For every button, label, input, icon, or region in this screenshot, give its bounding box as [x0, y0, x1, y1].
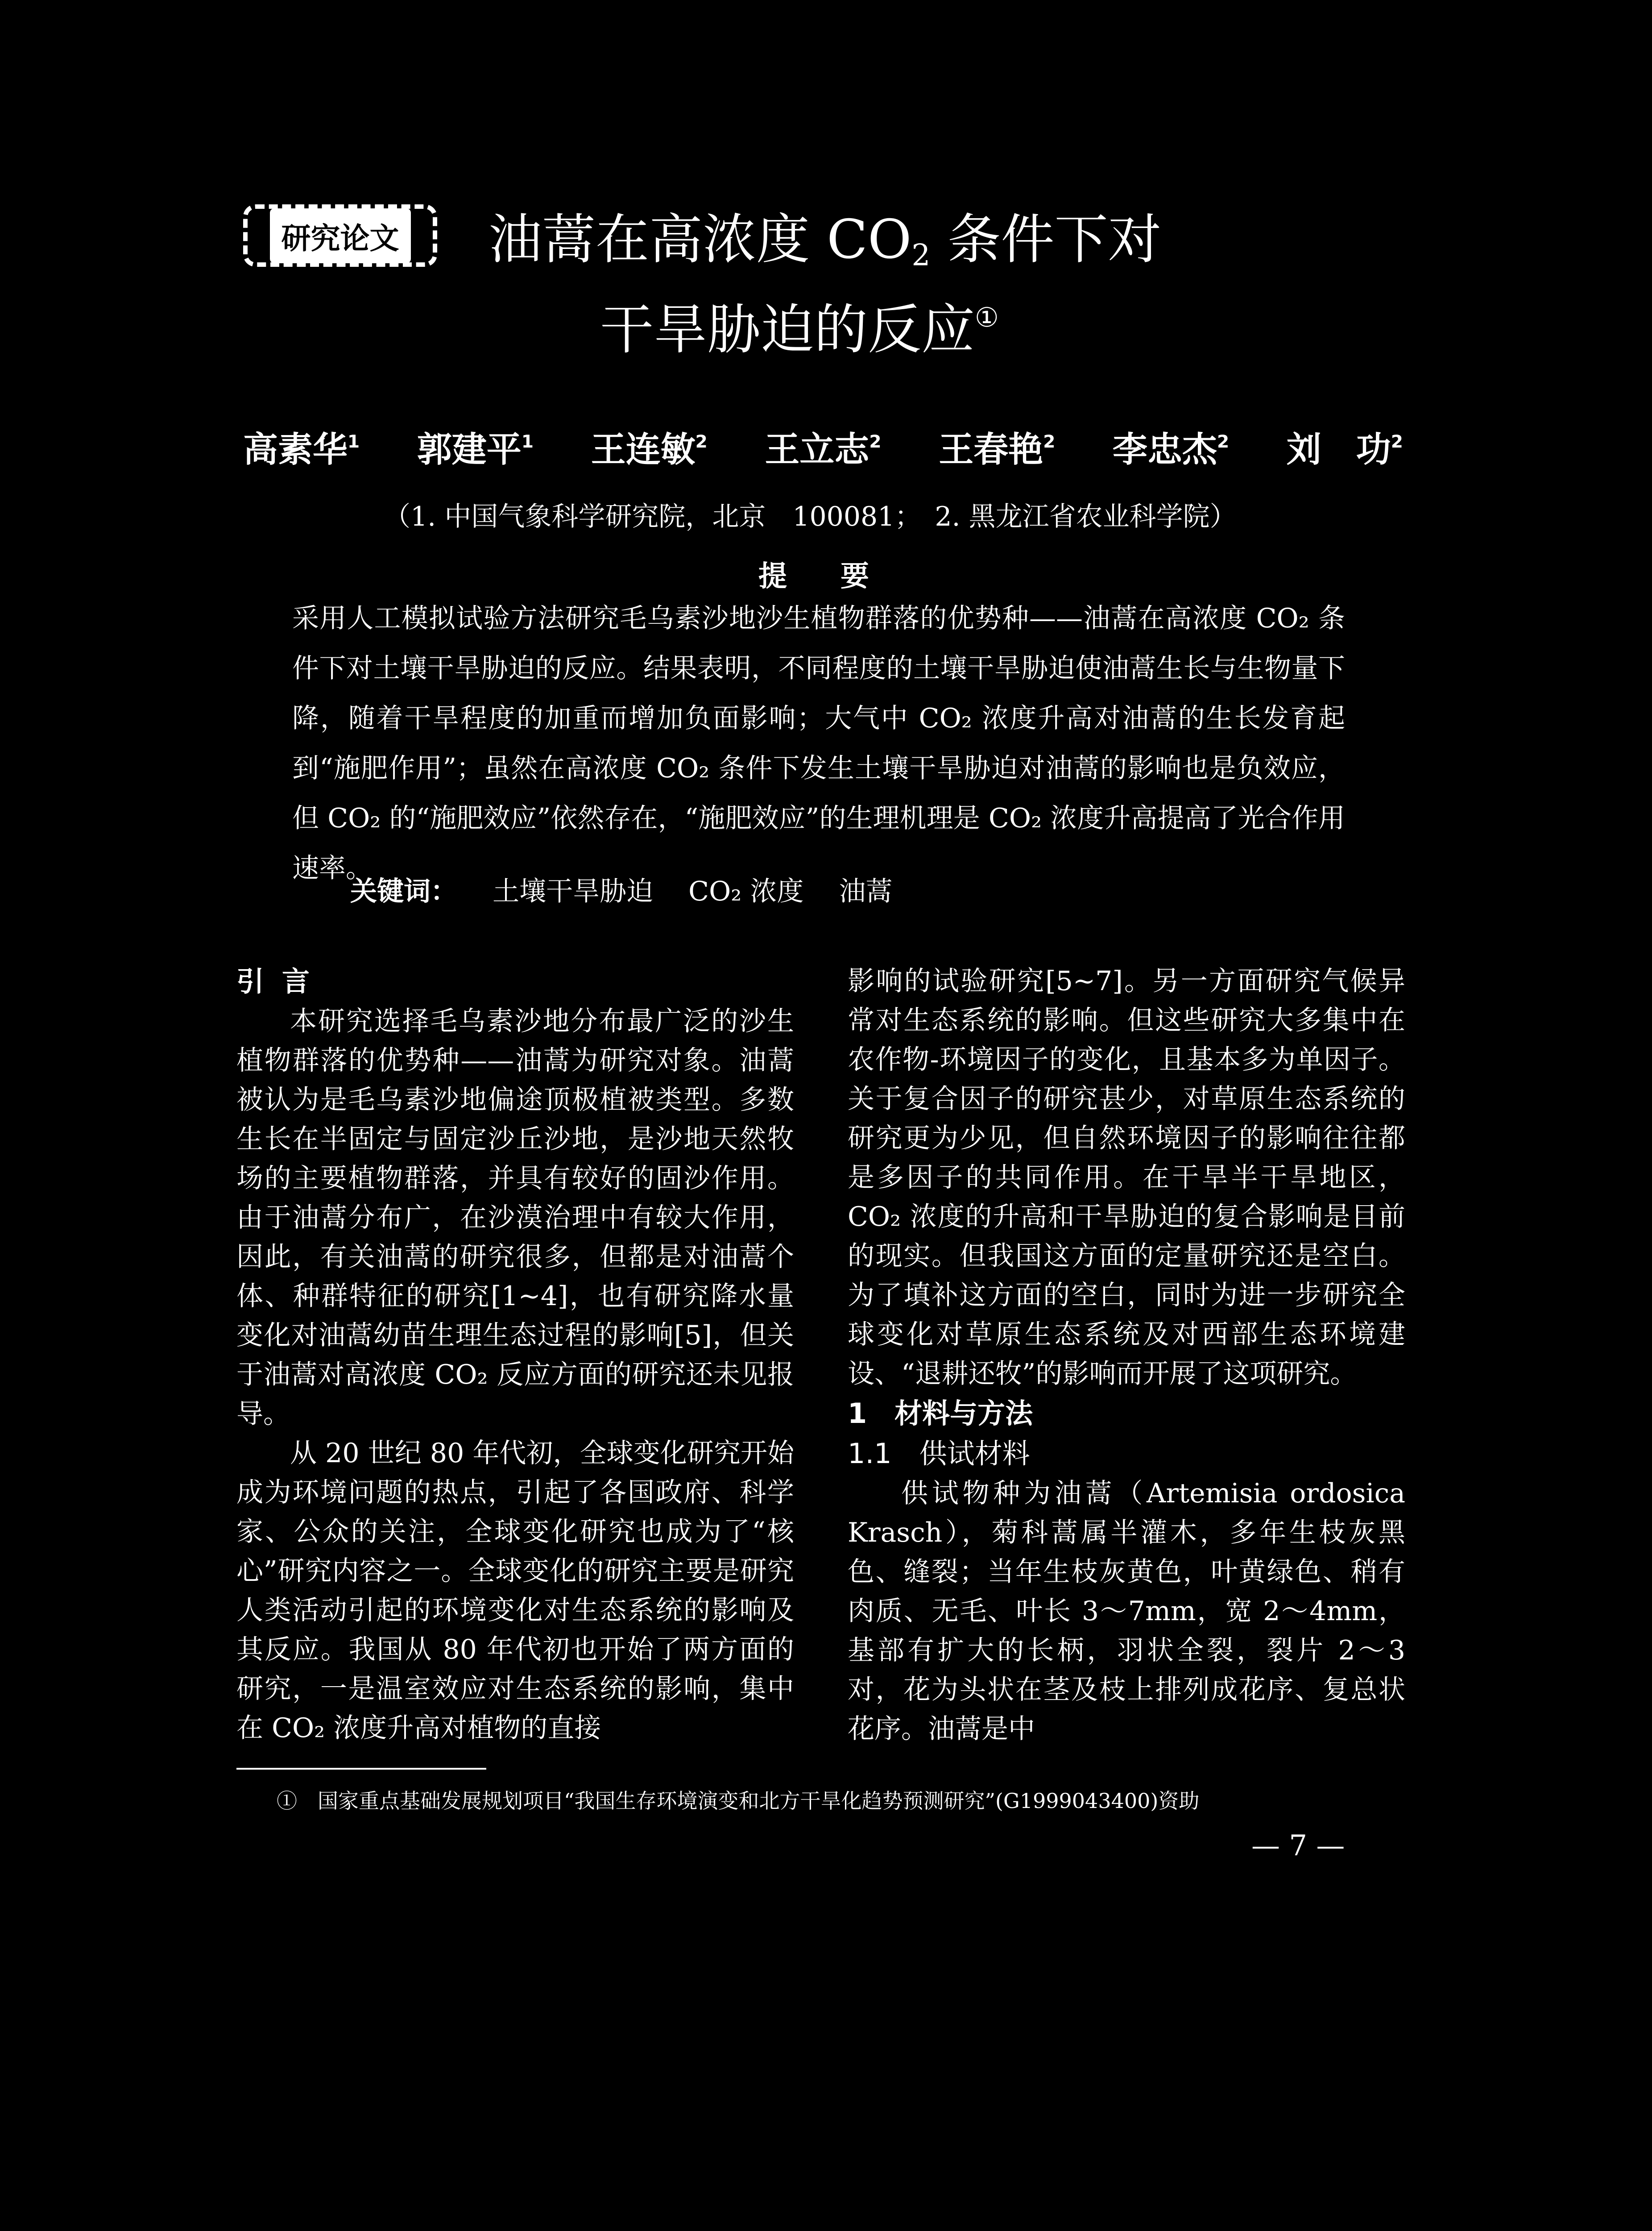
section-heading-1-1: 1.1 供试材料	[848, 1437, 1030, 1470]
author-list	[243, 422, 1403, 472]
author: 刘 功$^2$	[1286, 430, 1403, 470]
right-column	[848, 962, 1405, 1749]
title-line-1	[489, 209, 1652, 273]
left-column	[236, 962, 794, 1748]
section-badge	[243, 204, 437, 267]
title-line-2	[600, 299, 1652, 361]
footnote-rule	[236, 1768, 486, 1770]
keyword: CO₂ 浓度	[688, 876, 804, 907]
body-paragraph: 影响的试验研究[5~7]。另一方面研究气候异常对生态系统的影响。但这些研究大多集中在农作物-环境因子的变化，且基本多为单因子。关于复合因子的研究甚少，对草原生态系统的研究更为少见，但自然环境因子的影响往往都是多因子的共同作用。在干旱半干旱地区，CO₂ 浓度的升高和干旱胁迫的复合影响是目前的现实。但我国这方面的定量研究还是空白。为了填补这方面的空白，同时为进一步研究全球变化对草原生态系统及对西部生态环境建设、“退耕还牧”的影响而开展了这项研究。	[848, 966, 1405, 1389]
title-line-1-text: 油蒿在高浓度 CO	[489, 209, 912, 271]
affiliations: （1. 中国气象科学研究院，北京 100081； 2. 黑龙江省农业科学院）	[384, 501, 1237, 532]
body-paragraph: 供试物种为油蒿（Artemisia ordosica Krasch），菊科蒿属半灌木，多年生枝灰黑色、缝裂；当年生枝灰黄色，叶黄绿色、稍有肉质、无毛、叶长 3～7mm，宽 2～4mm，基部有扩大的长柄，羽状全裂，裂片 2～3 对，花为头状在茎及枝上排列成花序、复总状花序。油蒿是中	[848, 1478, 1405, 1745]
author: 王连敏$^2$	[591, 430, 708, 470]
section-heading-1: 1 材料与方法	[848, 1397, 1033, 1430]
title-line-2-text: 干旱胁迫的反应	[600, 299, 975, 361]
author: 王春艳$^2$	[939, 430, 1056, 470]
author: 李忠杰$^2$	[1112, 430, 1230, 470]
author: 郭建平$^1$	[417, 430, 534, 470]
author: 王立志$^2$	[765, 430, 882, 470]
body-paragraph: 从 20 世纪 80 年代初，全球变化研究开始成为环境问题的热点，引起了各国政府、科学家、公众的关注，全球变化研究也成为了“核心”研究内容之一。全球变化的研究主要是研究人类活动引起的环境变化对生态系统的影响及其反应。我国从 80 年代初也开始了两方面的研究，一是温室效应对生态系统的影响，集中在 CO₂ 浓度升高对植物的直接	[236, 1438, 794, 1744]
title-line-1-rest: 条件下对	[930, 209, 1162, 271]
keyword: 油蒿	[839, 876, 893, 907]
intro-heading: 引言	[236, 965, 328, 998]
author: 高素华$^1$	[243, 430, 360, 470]
section-badge-label: 研究论文	[270, 208, 411, 263]
body-paragraph: 本研究选择毛乌素沙地分布最广泛的沙生植物群落的优势种——油蒿为研究对象。油蒿被认为是毛乌素沙地偏途顶极植被类型。多数生长在半固定与固定沙丘沙地，是沙地天然牧场的主要植物群落，并具有较好的固沙作用。由于油蒿分布广，在沙漠治理中有较大作用，因此，有关油蒿的研究很多，但都是对油蒿个体、种群特征的研究[1~4]，也有研究降水量变化对油蒿幼苗生理生态过程的影响[5]，但关于油蒿对高浓度 CO₂ 反应方面的研究还未见报导。	[236, 1006, 794, 1430]
title-footnote-marker: ①	[975, 302, 999, 333]
page-number: — 7 —	[1251, 1829, 1345, 1862]
keywords-label: 关键词：	[350, 876, 457, 907]
keywords	[350, 870, 919, 908]
abstract-heading: 提要	[758, 560, 923, 593]
footnote: ① 国家重点基础发展规划项目“我国生存环境演变和北方干旱化趋势预测研究”(G1999043400)资助	[277, 1789, 1200, 1813]
keyword: 土壤干旱胁迫	[493, 876, 654, 907]
title-co2-subscript: 2	[911, 238, 931, 273]
abstract-text: 采用人工模拟试验方法研究毛乌素沙地沙生植物群落的优势种——油蒿在高浓度 CO₂ 条件下对土壤干旱胁迫的反应。结果表明，不同程度的土壤干旱胁迫使油蒿生长与生物量下降，随着干旱程度的加重而增加负面影响；大气中 CO₂ 浓度升高对油蒿的生长发育起到“施肥作用”；虽然在高浓度 CO₂ 条件下发生土壤干旱胁迫对油蒿的影响也是负效应，但 CO₂ 的“施肥效应”依然存在，“施肥效应”的生理机理是 CO₂ 浓度升高提高了光合作用速率。	[292, 603, 1345, 884]
